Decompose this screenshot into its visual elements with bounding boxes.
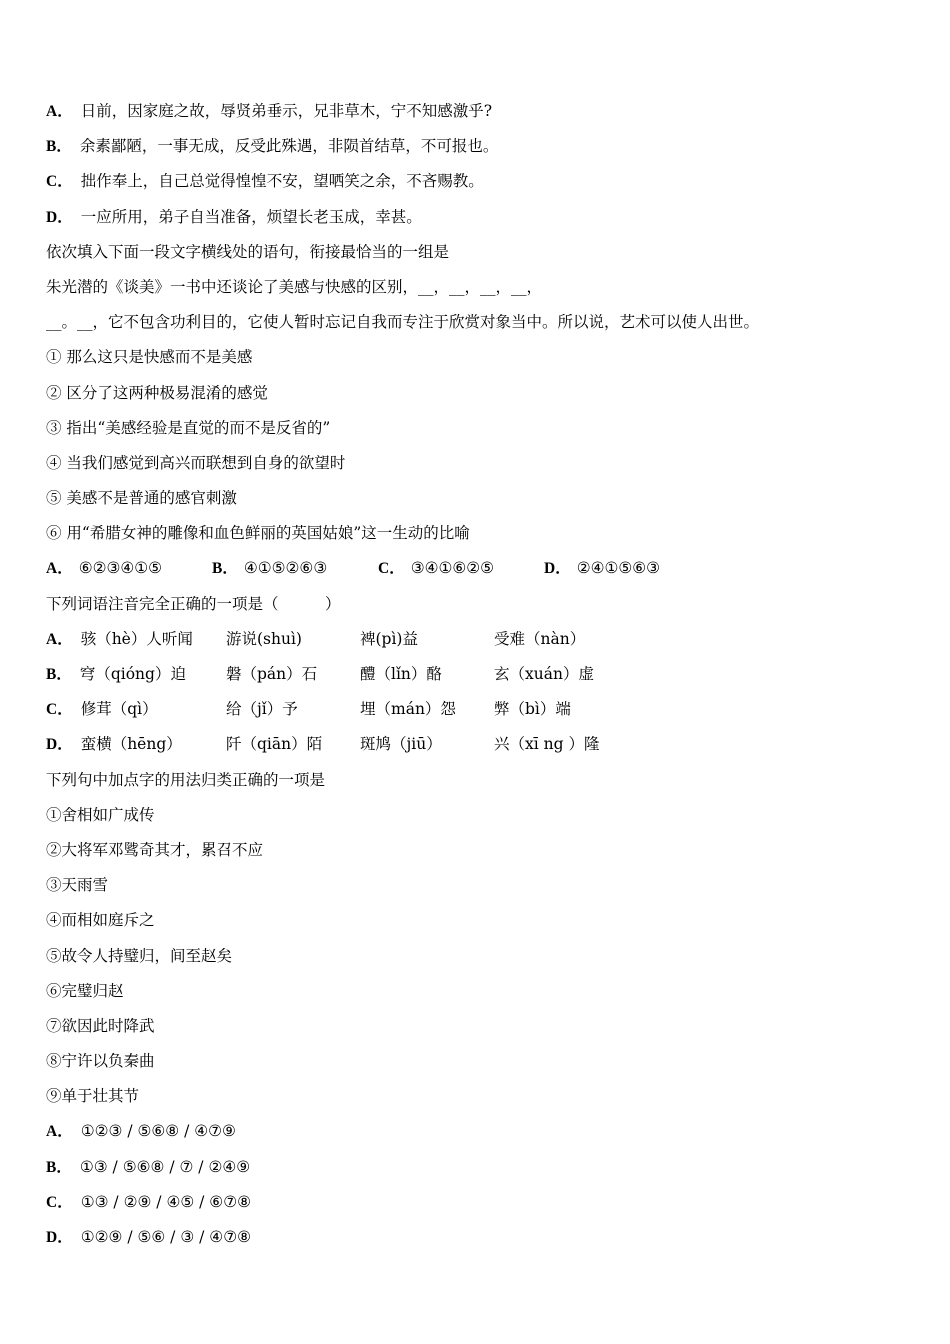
q4-item-6: ⑥完璧归赵 (46, 981, 124, 1000)
word-cell: 穹（qióng）迫 (79, 665, 186, 683)
q3-option-c[interactable] (46, 692, 906, 727)
q3-option-d[interactable] (46, 727, 906, 762)
q2-choice-d[interactable] (544, 551, 710, 586)
q2-item-5: ⑤ 美感不是普通的感官刺激 (46, 489, 237, 508)
option-text: 日前，因家庭之故，辱贤弟垂示，兄非草木，宁不知感激乎? (80, 102, 493, 120)
word-cell: 玄（xuán）虚 (494, 665, 594, 683)
word-cell: 给（jǐ）予 (226, 700, 298, 719)
word-cell: 埋（mán）怨 (360, 700, 456, 719)
option-label: D． (46, 1229, 73, 1246)
q4-choice-d[interactable] (46, 1220, 906, 1255)
option-text: ②④①⑤⑥③ (576, 559, 661, 578)
q4-choice-a[interactable] (46, 1114, 906, 1149)
q1-option-a[interactable] (46, 94, 906, 129)
q3-option-a[interactable] (46, 622, 906, 657)
q4-choice-c[interactable] (46, 1185, 906, 1220)
option-label: C． (378, 560, 405, 578)
word-cell: 磐（pán）石 (226, 665, 318, 683)
word-cell: 兴（xī ng ）隆 (494, 735, 600, 754)
option-label: D． (46, 736, 73, 754)
option-label: D． (544, 560, 571, 578)
word-cell: 斑鸠（jiū） (360, 735, 442, 754)
q2-item-4: ④ 当我们感觉到高兴而联想到自身的欲望时 (46, 453, 346, 472)
q4-choice-b[interactable] (46, 1150, 906, 1185)
q2-choice-c[interactable] (378, 551, 544, 586)
option-text: ③④①⑥②⑤ (410, 559, 495, 578)
q2-passage-line-2: __。__，它不包含功利目的，它使人暂时忘记自我而专注于欣赏对象当中。所以说，艺术可以使人出世。 (46, 313, 760, 332)
q4-item-7: ⑦欲因此时降武 (46, 1016, 155, 1035)
option-text: ①③ / ②⑨ / ④⑤ / ⑥⑦⑧ (80, 1192, 251, 1211)
q4-item-9: ⑨单于壮其节 (46, 1087, 140, 1106)
q4-item-1: ①舍相如广成传 (46, 805, 155, 824)
option-label: C． (46, 701, 73, 719)
option-text: ④①⑤②⑥③ (243, 559, 328, 578)
word-cell: 修茸（qì） (80, 700, 158, 719)
option-text: ⑥②③④①⑤ (78, 559, 163, 578)
q4-stem: 下列句中加点字的用法归类正确的一项是 (46, 770, 326, 789)
word-cell: 裨(pì)益 (360, 629, 418, 648)
q2-item-2: ② 区分了这两种极易混淆的感觉 (46, 383, 268, 402)
option-label: B． (46, 1158, 72, 1176)
q2-item-6: ⑥ 用“希腊女神的雕像和血色鲜丽的英国姑娘”这一生动的比喻 (46, 524, 470, 543)
q2-stem: 依次填入下面一段文字横线处的语句，衔接最恰当的一组是 (46, 242, 450, 261)
option-label: A． (46, 560, 73, 578)
word-cell: 醴（lǐn）酪 (360, 665, 442, 683)
option-text: ①②③ / ⑤⑥⑧ / ④⑦⑨ (80, 1122, 236, 1141)
option-label: C． (46, 173, 73, 191)
q2-item-1: ① 那么这只是快感而不是美感 (46, 348, 253, 367)
q4-item-4: ④而相如庭斥之 (46, 911, 155, 930)
option-label: A． (46, 1123, 73, 1141)
option-text: 拙作奉上，自己总觉得惶惶不安，望哂笑之余，不吝赐教。 (80, 172, 484, 191)
option-label: B． (212, 560, 238, 578)
q4-item-3: ③天雨雪 (46, 876, 109, 895)
option-label: A． (46, 103, 73, 120)
option-label: B． (46, 138, 72, 156)
q4-item-8: ⑧宁许以负秦曲 (46, 1052, 155, 1071)
word-cell: 弊（bì）端 (494, 700, 571, 719)
document-page (46, 94, 906, 1255)
word-cell: 蛮横（hēng） (80, 735, 182, 754)
q1-option-b[interactable] (46, 129, 906, 164)
q3-option-b[interactable] (46, 657, 906, 692)
option-text: 一应所用，弟子自当准备，烦望长老玉成，幸甚。 (80, 207, 422, 226)
q1-option-d[interactable] (46, 200, 906, 235)
word-cell: 受难（nàn） (494, 629, 586, 648)
q2-choice-b[interactable] (212, 551, 378, 586)
q3-stem: 下列词语注音完全正确的一项是（ ） (46, 594, 341, 613)
word-cell: 骇（hè）人听闻 (80, 629, 193, 648)
word-cell: 游说(shuì) (226, 629, 302, 648)
q2-item-3: ③ 指出“美感经验是直觉的而不是反省的” (46, 418, 331, 437)
q2-passage-line-1: 朱光潜的《谈美》一书中还谈论了美感与快感的区别，__，__，__，__， (46, 277, 543, 296)
option-text: ①③ / ⑤⑥⑧ / ⑦ / ②④⑨ (79, 1157, 251, 1176)
option-label: A． (46, 630, 73, 648)
q2-choice-a[interactable] (46, 551, 212, 586)
option-label: C． (46, 1193, 73, 1211)
q1-option-c[interactable] (46, 164, 906, 199)
option-text: ①②⑨ / ⑤⑥ / ③ / ④⑦⑧ (80, 1228, 251, 1246)
option-label: B． (46, 666, 72, 683)
option-label: D． (46, 208, 73, 226)
word-cell: 阡（qiān）陌 (226, 735, 323, 754)
option-text: 余素鄙陋，一事无成，反受此殊遇，非陨首结草，不可报也。 (79, 137, 499, 156)
q4-item-5: ⑤故令人持璧归，间至赵矣 (46, 946, 233, 965)
q4-item-2: ②大将军邓骘奇其才，累召不应 (46, 840, 264, 859)
q2-choices (46, 551, 906, 586)
